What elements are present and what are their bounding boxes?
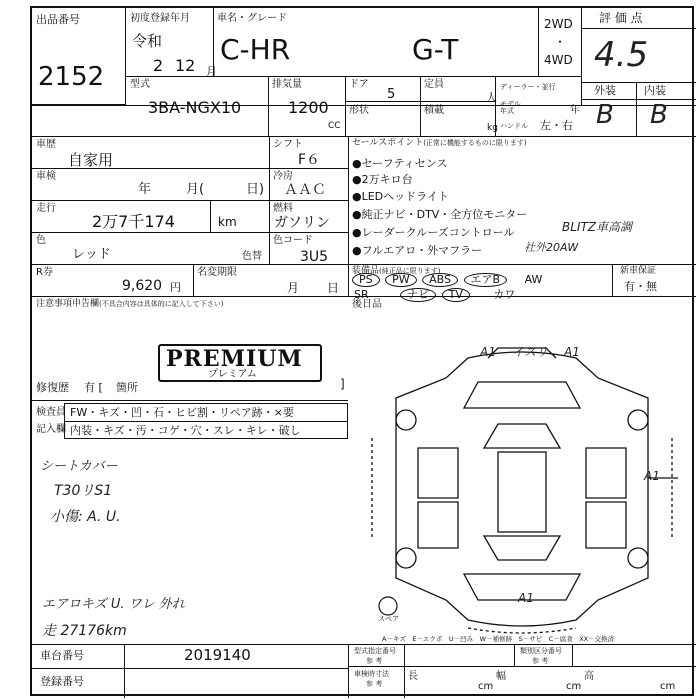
chassis-value: 2019140 bbox=[184, 646, 251, 664]
displacement-value: 1200 bbox=[288, 98, 329, 117]
equip-leather: カワ bbox=[493, 288, 516, 301]
fuel-value: ガソリン bbox=[274, 215, 330, 231]
mileage-label: 走行 bbox=[36, 203, 56, 214]
model-year-label: モデル年式 bbox=[500, 100, 521, 115]
displacement-label: 排気量 bbox=[272, 79, 302, 90]
month-unit: 月 bbox=[206, 65, 217, 78]
title-deadline-label: 名変期限 bbox=[197, 267, 237, 278]
capacity-unit: 人 bbox=[486, 91, 497, 104]
repair-unit: 箇所 bbox=[116, 381, 138, 394]
dims-label: 車検時寸法 bbox=[354, 670, 389, 678]
equip-ps: PS bbox=[352, 273, 380, 287]
mileage-value: 2万7千174 bbox=[92, 212, 175, 231]
equipment-label: 装備品(純正品に限ります) bbox=[352, 266, 441, 276]
shape-label: 形状 bbox=[349, 105, 369, 116]
lot-label: 出品番号 bbox=[36, 13, 80, 26]
repair-close: ] bbox=[340, 377, 345, 391]
exterior-grade: B bbox=[596, 100, 614, 130]
equip-abs: ABS bbox=[422, 273, 458, 287]
class-ref-label: 類別区分番号 bbox=[520, 647, 562, 655]
dim-height-unit: cm bbox=[660, 681, 676, 692]
mark-5: A1 bbox=[518, 591, 534, 605]
drive-dot: ・ bbox=[554, 35, 567, 49]
dealer-label: ディーラー・並行 bbox=[500, 83, 556, 91]
dim-length-label: 長 bbox=[408, 671, 418, 682]
equipment-row-1 bbox=[352, 273, 542, 287]
fuel-label: 燃料 bbox=[273, 203, 293, 214]
damage-legend: A－キズ E－エクボ U－凹み W－補修跡 S－サビ C－腐食 XX－交換済 bbox=[382, 635, 615, 643]
equip-tv: TV bbox=[442, 288, 470, 302]
ac-value: ＡＡＣ bbox=[284, 182, 326, 198]
sales-point-6: ●フルエアロ・外マフラー bbox=[352, 244, 483, 257]
repair-value: 有 [ bbox=[84, 381, 103, 394]
type-ref-label: 型式指定番号 bbox=[354, 647, 396, 655]
inspection-label: 車検 bbox=[36, 171, 56, 182]
grade-name: G-T bbox=[412, 33, 459, 66]
era: 令和 bbox=[132, 32, 163, 50]
load-unit: kg bbox=[487, 123, 498, 133]
premium-sub: プレミアム bbox=[208, 369, 257, 380]
handle-value: 左・右 bbox=[540, 119, 573, 132]
mark-2: イスリ bbox=[512, 345, 548, 359]
exterior-label: 外装 bbox=[594, 84, 616, 97]
ref-2: 参 考 bbox=[532, 657, 549, 665]
dim-width-unit: cm bbox=[566, 681, 582, 692]
mark-4: A1 bbox=[644, 469, 660, 483]
inspection-year: 年 bbox=[138, 182, 152, 197]
chassis-label: 車台番号 bbox=[40, 649, 84, 662]
history-label: 車歴 bbox=[36, 139, 56, 150]
sales-point-3: ●LEDヘッドライト bbox=[352, 190, 449, 203]
title-day: 日 bbox=[327, 281, 340, 295]
door-label: ドア bbox=[349, 79, 369, 90]
spare-label: スペア bbox=[378, 615, 399, 623]
reg-month: 12 bbox=[175, 56, 196, 75]
equip-navi: ナビ bbox=[400, 288, 436, 302]
type-value: 3BA-NGX10 bbox=[148, 98, 242, 117]
after-label: 後日品 bbox=[352, 299, 382, 310]
equip-aw: AW bbox=[524, 273, 543, 286]
dim-width-label: 幅 bbox=[496, 671, 506, 682]
ref-1: 参 考 bbox=[366, 657, 383, 665]
ref-3: 参 考 bbox=[366, 680, 383, 688]
sales-point-4: ●純正ナビ・DTV・全方位モニター bbox=[352, 208, 528, 221]
hand-line-2: T30リS1 bbox=[54, 483, 113, 499]
lot-number: 2152 bbox=[38, 62, 105, 92]
car-outline bbox=[396, 352, 648, 626]
capacity-label: 定員 bbox=[424, 79, 444, 90]
equip-airbag: エアB bbox=[464, 273, 508, 287]
score-value: 4.5 bbox=[594, 35, 649, 75]
reg-year: 2 bbox=[153, 56, 164, 75]
hand-line-1: シートカバー bbox=[40, 459, 118, 474]
first-reg-label: 初度登録年月 bbox=[130, 13, 190, 24]
new-warranty-label: 新車保証 bbox=[620, 266, 657, 276]
auction-sheet bbox=[30, 6, 694, 696]
model-name: C-HR bbox=[220, 33, 291, 66]
dim-height-label: 高 bbox=[584, 671, 594, 682]
recycle-unit: 円 bbox=[170, 281, 181, 294]
color-code-value: 3U5 bbox=[300, 249, 329, 265]
color-label: 色 bbox=[36, 235, 46, 246]
inspector-row-1: FW・キズ・凹・石・ヒビ割・リペア跡・×要 bbox=[70, 406, 294, 419]
premium-title: PREMIUM bbox=[166, 346, 303, 372]
equip-sr: SR bbox=[354, 288, 369, 301]
hand-line-3: 小傷: A. U. bbox=[50, 509, 121, 525]
drive-2wd: 2WD bbox=[544, 17, 573, 31]
new-warranty-value: 有・無 bbox=[624, 280, 657, 293]
inspector-label-2: 記入欄 bbox=[36, 424, 66, 435]
hand-line-4: エアロキズ U. ワレ 外れ bbox=[42, 597, 185, 612]
shift-value: F６ bbox=[298, 152, 321, 168]
model-grade-label: 車名・グレード bbox=[217, 13, 287, 24]
shift-label: シフト bbox=[273, 139, 303, 150]
door-value: 5 bbox=[387, 87, 396, 102]
recycle-label: R券 bbox=[36, 267, 53, 278]
score-label: 評 価 点 bbox=[599, 11, 643, 25]
spare-tire-icon bbox=[379, 597, 397, 615]
interior-label: 内装 bbox=[644, 84, 666, 97]
model-year-unit: 年 bbox=[570, 105, 580, 116]
color-code-label: 色コード bbox=[273, 235, 313, 246]
dim-length-unit: cm bbox=[478, 681, 494, 692]
ac-label: 冷房 bbox=[273, 171, 293, 182]
inspection-day: 日) bbox=[246, 182, 265, 197]
color-change-label: 色替 bbox=[242, 251, 262, 262]
sales-points-label: セールスポイント(正常に機能するものに限ります) bbox=[352, 138, 527, 148]
sales-point-5: ●レーダークルーズコントロール bbox=[352, 226, 515, 239]
type-label: 型式 bbox=[130, 79, 150, 90]
sales-point-1: ●セーフティセンス bbox=[352, 157, 448, 170]
load-label: 積載 bbox=[424, 105, 444, 116]
handle-label: ハンドル bbox=[500, 122, 528, 130]
displacement-unit: CC bbox=[328, 121, 341, 131]
mark-1: A1 bbox=[480, 345, 496, 359]
sales-hand-note-1: BLITZ車高調 bbox=[562, 220, 633, 234]
mileage-unit: km bbox=[218, 215, 237, 229]
hand-line-5: 走 27176km bbox=[42, 623, 127, 639]
repair-label: 修復歴 bbox=[36, 381, 69, 394]
premium-stamp bbox=[158, 344, 322, 382]
sales-point-2: ●2万キロ台 bbox=[352, 173, 413, 186]
history-value: 自家用 bbox=[68, 151, 114, 169]
notice-label: 注意事項申告欄(不具合内容は具体的に記入して下さい) bbox=[36, 299, 224, 309]
color-value: レッド bbox=[72, 247, 111, 262]
recycle-value: 9,620 bbox=[122, 278, 163, 294]
sales-hand-note-2: 社外20AW bbox=[524, 241, 579, 254]
inspector-row-2: 内装・キズ・汚・コゲ・穴・スレ・キレ・破し bbox=[70, 424, 301, 437]
mark-3: A1 bbox=[564, 345, 580, 359]
title-month: 月 bbox=[287, 281, 300, 295]
equip-pw: PW bbox=[385, 273, 417, 287]
interior-grade: B bbox=[650, 100, 668, 130]
drive-4wd: 4WD bbox=[544, 53, 573, 67]
inspection-month: 月( bbox=[186, 182, 205, 197]
reg-label: 登録番号 bbox=[40, 675, 84, 688]
inspector-label-1: 検査員 bbox=[36, 407, 66, 418]
